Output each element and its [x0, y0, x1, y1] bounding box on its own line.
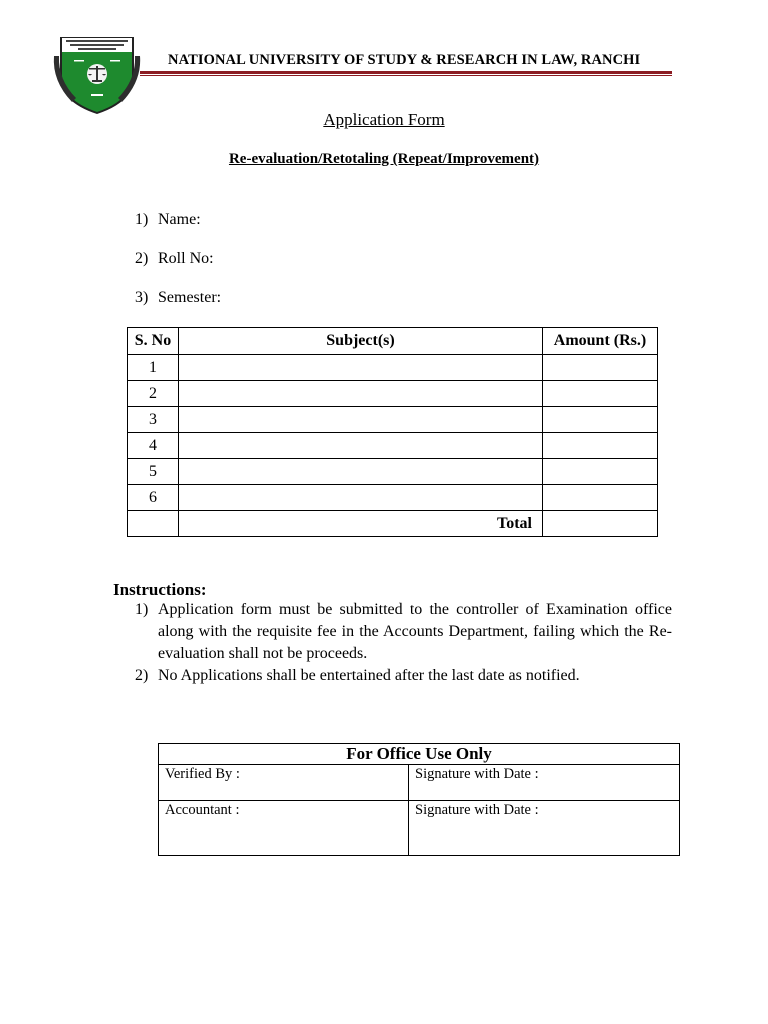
table-header-row: [128, 328, 658, 355]
signature-cell-2[interactable]: [409, 801, 680, 856]
total-label: Total: [179, 511, 543, 537]
amount-cell[interactable]: [543, 355, 658, 381]
form-subtitle: [0, 151, 768, 168]
table-row: [128, 459, 658, 485]
amount-cell[interactable]: [543, 485, 658, 511]
office-row-verified: [159, 765, 680, 801]
row-sno: 3: [128, 407, 179, 433]
accountant-cell[interactable]: [159, 801, 409, 856]
subjects-table: [127, 327, 658, 537]
subject-cell[interactable]: [179, 355, 543, 381]
row-sno: 5: [128, 459, 179, 485]
amount-cell[interactable]: [543, 381, 658, 407]
office-title-row: [159, 744, 680, 765]
signature-cell-1[interactable]: [409, 765, 680, 801]
form-title-text: Application Form: [323, 110, 445, 129]
subject-cell[interactable]: [179, 407, 543, 433]
amount-cell[interactable]: [543, 407, 658, 433]
name-field[interactable]: [135, 211, 201, 229]
verified-by-cell[interactable]: [159, 765, 409, 801]
field-number: 2): [135, 250, 149, 267]
header-divider: [140, 71, 672, 74]
office-row-accountant: [159, 801, 680, 856]
instruction-number: 1): [135, 601, 149, 618]
instructions-list: [135, 599, 672, 687]
list-item: [135, 599, 672, 665]
field-number: 1): [135, 211, 149, 228]
instructions-heading: Instructions:: [113, 580, 207, 599]
header-amount: Amount (Rs.): [543, 328, 658, 355]
university-name: NATIONAL UNIVERSITY OF STUDY & RESEARCH IN LAW, RANCHI: [168, 52, 641, 68]
signature-label-1: Signature with Date :: [415, 766, 539, 782]
university-logo: [52, 36, 142, 114]
instruction-number: 2): [135, 667, 149, 684]
table-row: [128, 485, 658, 511]
header-divider-thin: [140, 75, 672, 76]
semester-label: Semester:: [158, 289, 222, 306]
row-sno: 6: [128, 485, 179, 511]
form-subtitle-text: Re-evaluation/Retotaling (Repeat/Improvement): [228, 151, 540, 167]
row-sno: 1: [128, 355, 179, 381]
subject-cell[interactable]: [179, 433, 543, 459]
total-amount-cell[interactable]: [543, 511, 658, 537]
roll-no-label: Roll No:: [158, 250, 214, 267]
office-title: For Office Use Only: [159, 744, 680, 765]
list-item: [135, 665, 672, 687]
accountant-label: Accountant :: [165, 802, 240, 818]
table-row: [128, 381, 658, 407]
table-row: [128, 355, 658, 381]
table-row: [128, 407, 658, 433]
name-label: Name:: [158, 211, 201, 228]
signature-label-2: Signature with Date :: [415, 802, 539, 818]
semester-field[interactable]: [135, 289, 221, 307]
amount-cell[interactable]: [543, 433, 658, 459]
subject-cell[interactable]: [179, 381, 543, 407]
instruction-text: Application form must be submitted to the controller of Examination office along with the requisite fee in the Accounts Department, failing which the Re-evaluation shall not be proceeds.: [158, 601, 672, 662]
total-empty-cell: [128, 511, 179, 537]
subject-cell[interactable]: [179, 485, 543, 511]
header-sno: S. No: [128, 328, 179, 355]
row-sno: 4: [128, 433, 179, 459]
header-subjects: Subject(s): [179, 328, 543, 355]
office-use-table: [158, 743, 680, 856]
roll-no-field[interactable]: [135, 250, 214, 268]
table-row: [128, 433, 658, 459]
verified-by-label: Verified By :: [165, 766, 240, 782]
total-row: [128, 511, 658, 537]
subject-cell[interactable]: [179, 459, 543, 485]
form-title: [0, 110, 768, 130]
field-number: 3): [135, 289, 149, 306]
row-sno: 2: [128, 381, 179, 407]
instruction-text: No Applications shall be entertained after the last date as notified.: [158, 667, 580, 684]
amount-cell[interactable]: [543, 459, 658, 485]
